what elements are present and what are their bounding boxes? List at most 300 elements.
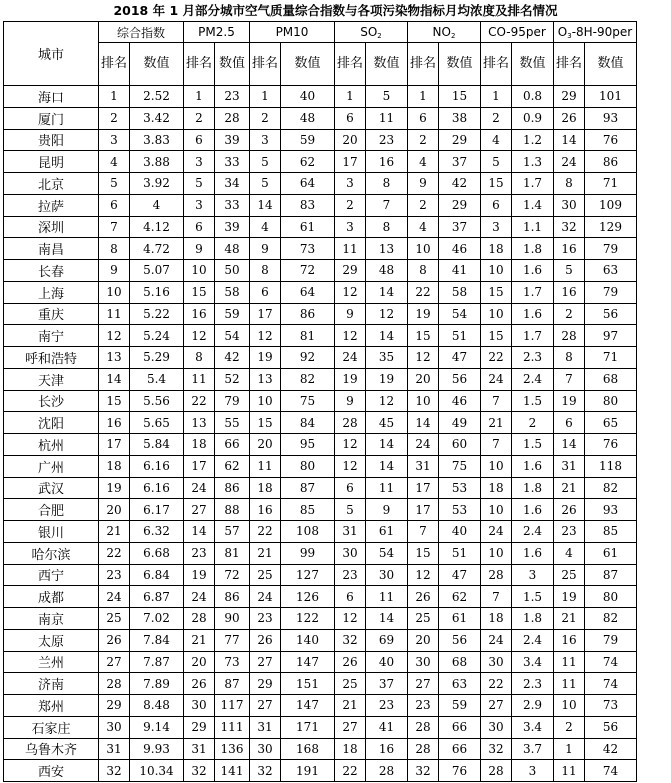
value-cell: 50: [215, 260, 250, 282]
value-cell: 0.9: [512, 107, 554, 129]
rank-cell: 5: [250, 173, 281, 195]
rank-cell: 4: [408, 151, 439, 173]
rank-cell: 27: [335, 716, 366, 738]
header-city: 城市: [4, 22, 99, 86]
city-cell: 重庆: [4, 303, 99, 325]
rank-cell: 20: [335, 129, 366, 151]
value-cell: 34: [215, 173, 250, 195]
rank-cell: 1: [250, 86, 281, 108]
rank-cell: 30: [408, 651, 439, 673]
rank-cell: 18: [250, 477, 281, 499]
subheader-value: 数值: [439, 43, 481, 86]
city-cell: 兰州: [4, 651, 99, 673]
value-cell: 82: [585, 477, 637, 499]
rank-cell: 10: [481, 260, 512, 282]
rank-cell: 15: [481, 325, 512, 347]
rank-cell: 13: [99, 347, 130, 369]
value-cell: 40: [439, 521, 481, 543]
value-cell: 79: [585, 281, 637, 303]
rank-cell: 8: [99, 238, 130, 260]
value-cell: 1.7: [512, 173, 554, 195]
value-cell: 1.6: [512, 542, 554, 564]
rank-cell: 29: [250, 673, 281, 695]
rank-cell: 25: [250, 564, 281, 586]
value-cell: 5.29: [130, 347, 184, 369]
value-cell: 59: [439, 695, 481, 717]
rank-cell: 13: [250, 368, 281, 390]
value-cell: 28: [366, 760, 408, 782]
value-cell: 14: [366, 608, 408, 630]
table-row: [4, 281, 637, 303]
value-cell: 51: [439, 542, 481, 564]
rank-cell: 32: [408, 760, 439, 782]
rank-cell: 11: [554, 673, 585, 695]
rank-cell: 4: [99, 151, 130, 173]
value-cell: 3.4: [512, 716, 554, 738]
rank-cell: 28: [481, 760, 512, 782]
city-cell: 太原: [4, 629, 99, 651]
rank-cell: 15: [408, 325, 439, 347]
value-cell: 48: [366, 260, 408, 282]
value-cell: 1.6: [512, 303, 554, 325]
value-cell: 3: [512, 564, 554, 586]
rank-cell: 27: [250, 695, 281, 717]
rank-cell: 18: [335, 738, 366, 760]
header-group-pm10: PM10: [250, 22, 335, 43]
city-cell: 长春: [4, 260, 99, 282]
value-cell: 4.12: [130, 216, 184, 238]
value-cell: 56: [439, 368, 481, 390]
value-cell: 47: [439, 347, 481, 369]
rank-cell: 15: [250, 412, 281, 434]
rank-cell: 18: [184, 434, 215, 456]
rank-cell: 30: [335, 542, 366, 564]
city-cell: 沈阳: [4, 412, 99, 434]
value-cell: 73: [585, 695, 637, 717]
value-cell: 151: [281, 673, 335, 695]
table-row: [4, 238, 637, 260]
rank-cell: 12: [335, 455, 366, 477]
rank-cell: 4: [408, 216, 439, 238]
rank-cell: 15: [184, 281, 215, 303]
table-row: [4, 347, 637, 369]
rank-cell: 3: [184, 194, 215, 216]
value-cell: 1.3: [512, 151, 554, 173]
city-cell: 广州: [4, 455, 99, 477]
value-cell: 14: [366, 434, 408, 456]
rank-cell: 24: [250, 586, 281, 608]
rank-cell: 16: [554, 238, 585, 260]
rank-cell: 31: [408, 455, 439, 477]
rank-cell: 9: [335, 390, 366, 412]
value-cell: 48: [281, 107, 335, 129]
rank-cell: 7: [481, 390, 512, 412]
rank-cell: 32: [554, 216, 585, 238]
rank-cell: 10: [408, 238, 439, 260]
value-cell: 23: [366, 695, 408, 717]
rank-cell: 26: [184, 673, 215, 695]
rank-cell: 31: [99, 738, 130, 760]
rank-cell: 18: [481, 477, 512, 499]
value-cell: 64: [281, 281, 335, 303]
value-cell: 76: [585, 129, 637, 151]
rank-cell: 6: [481, 194, 512, 216]
value-cell: 6.17: [130, 499, 184, 521]
value-cell: 85: [585, 521, 637, 543]
value-cell: 1.6: [512, 260, 554, 282]
value-cell: 12: [366, 303, 408, 325]
rank-cell: 21: [481, 412, 512, 434]
rank-cell: 30: [99, 716, 130, 738]
value-cell: 5.4: [130, 368, 184, 390]
value-cell: 8.48: [130, 695, 184, 717]
value-cell: 7: [366, 194, 408, 216]
rank-cell: 30: [481, 716, 512, 738]
table-row: [4, 412, 637, 434]
value-cell: 5.22: [130, 303, 184, 325]
city-cell: 贵阳: [4, 129, 99, 151]
rank-cell: 19: [554, 586, 585, 608]
rank-cell: 10: [99, 281, 130, 303]
value-cell: 41: [439, 260, 481, 282]
rank-cell: 2: [335, 194, 366, 216]
value-cell: 87: [585, 564, 637, 586]
rank-cell: 23: [335, 564, 366, 586]
value-cell: 65: [585, 412, 637, 434]
value-cell: 14: [366, 281, 408, 303]
rank-cell: 7: [554, 368, 585, 390]
value-cell: 84: [281, 412, 335, 434]
value-cell: 147: [281, 695, 335, 717]
rank-cell: 10: [554, 695, 585, 717]
value-cell: 66: [215, 434, 250, 456]
rank-cell: 1: [554, 738, 585, 760]
value-cell: 76: [585, 434, 637, 456]
value-cell: 108: [281, 521, 335, 543]
value-cell: 86: [215, 586, 250, 608]
rank-cell: 27: [184, 499, 215, 521]
value-cell: 14: [366, 455, 408, 477]
value-cell: 74: [585, 673, 637, 695]
value-cell: 8: [366, 216, 408, 238]
rank-cell: 12: [335, 325, 366, 347]
value-cell: 5: [366, 86, 408, 108]
value-cell: 2.4: [512, 368, 554, 390]
rank-cell: 12: [250, 325, 281, 347]
rank-cell: 21: [184, 629, 215, 651]
rank-cell: 2: [408, 194, 439, 216]
value-cell: 1.5: [512, 390, 554, 412]
value-cell: 46: [439, 238, 481, 260]
rank-cell: 12: [99, 325, 130, 347]
table-title: 2018 年 1 月部分城市空气质量综合指数与各项污染物指标月均浓度及排名情况: [113, 3, 558, 18]
rank-cell: 5: [335, 499, 366, 521]
value-cell: 5.07: [130, 260, 184, 282]
rank-cell: 17: [184, 455, 215, 477]
city-cell: 银川: [4, 521, 99, 543]
value-cell: 37: [366, 673, 408, 695]
value-cell: 54: [366, 542, 408, 564]
rank-cell: 24: [481, 368, 512, 390]
value-cell: 3.88: [130, 151, 184, 173]
value-cell: 19: [366, 368, 408, 390]
value-cell: 85: [281, 499, 335, 521]
rank-cell: 24: [554, 151, 585, 173]
header-group-co: CO-95per: [481, 22, 554, 43]
value-cell: 72: [281, 260, 335, 282]
city-cell: 西宁: [4, 564, 99, 586]
value-cell: 11: [366, 107, 408, 129]
rank-cell: 2: [99, 107, 130, 129]
rank-cell: 30: [184, 695, 215, 717]
rank-cell: 29: [99, 695, 130, 717]
value-cell: 14: [366, 325, 408, 347]
value-cell: 7.02: [130, 608, 184, 630]
value-cell: 6.87: [130, 586, 184, 608]
rank-cell: 21: [99, 521, 130, 543]
value-cell: 1.8: [512, 238, 554, 260]
value-cell: 140: [281, 629, 335, 651]
rank-cell: 21: [335, 695, 366, 717]
value-cell: 79: [215, 390, 250, 412]
rank-cell: 1: [335, 86, 366, 108]
rank-cell: 6: [99, 194, 130, 216]
value-cell: 80: [585, 390, 637, 412]
rank-cell: 25: [335, 673, 366, 695]
value-cell: 6.16: [130, 455, 184, 477]
rank-cell: 26: [99, 629, 130, 651]
rank-cell: 19: [250, 347, 281, 369]
value-cell: 15: [439, 86, 481, 108]
value-cell: 58: [439, 281, 481, 303]
rank-cell: 24: [481, 521, 512, 543]
rank-cell: 24: [408, 434, 439, 456]
table-row: [4, 303, 637, 325]
rank-cell: 32: [481, 738, 512, 760]
value-cell: 16: [366, 738, 408, 760]
rank-cell: 21: [250, 542, 281, 564]
subheader-rank: 排名: [184, 43, 215, 86]
rank-cell: 2: [250, 107, 281, 129]
value-cell: 8: [366, 173, 408, 195]
table-row: [4, 368, 637, 390]
rank-cell: 5: [184, 173, 215, 195]
rank-cell: 13: [184, 412, 215, 434]
rank-cell: 22: [481, 347, 512, 369]
rank-cell: 1: [184, 86, 215, 108]
rank-cell: 17: [335, 151, 366, 173]
rank-cell: 14: [99, 368, 130, 390]
value-cell: 88: [215, 499, 250, 521]
rank-cell: 31: [335, 521, 366, 543]
value-cell: 66: [439, 738, 481, 760]
rank-cell: 10: [481, 455, 512, 477]
rank-cell: 31: [250, 716, 281, 738]
value-cell: 4.72: [130, 238, 184, 260]
value-cell: 80: [281, 455, 335, 477]
value-cell: 0.8: [512, 86, 554, 108]
rank-cell: 30: [250, 738, 281, 760]
value-cell: 62: [281, 151, 335, 173]
rank-cell: 7: [481, 434, 512, 456]
rank-cell: 16: [184, 303, 215, 325]
rank-cell: 23: [554, 521, 585, 543]
rank-cell: 25: [554, 564, 585, 586]
value-cell: 2.3: [512, 347, 554, 369]
city-cell: 北京: [4, 173, 99, 195]
value-cell: 35: [366, 347, 408, 369]
value-cell: 2: [512, 412, 554, 434]
rank-cell: 27: [408, 673, 439, 695]
table-row: [4, 434, 637, 456]
value-cell: 9.14: [130, 716, 184, 738]
subheader-rank: 排名: [554, 43, 585, 86]
rank-cell: 5: [554, 260, 585, 282]
rank-cell: 11: [184, 368, 215, 390]
value-cell: 53: [439, 477, 481, 499]
value-cell: 82: [281, 368, 335, 390]
rank-cell: 1: [408, 86, 439, 108]
rank-cell: 2: [481, 107, 512, 129]
table-row: [4, 173, 637, 195]
rank-cell: 32: [184, 760, 215, 782]
rank-cell: 19: [184, 564, 215, 586]
subheader-rank: 排名: [335, 43, 366, 86]
value-cell: 11: [366, 586, 408, 608]
city-cell: 哈尔滨: [4, 542, 99, 564]
value-cell: 37: [439, 216, 481, 238]
value-cell: 64: [281, 173, 335, 195]
rank-cell: 10: [481, 499, 512, 521]
value-cell: 86: [281, 303, 335, 325]
rank-cell: 4: [481, 129, 512, 151]
value-cell: 49: [439, 412, 481, 434]
rank-cell: 10: [481, 542, 512, 564]
rank-cell: 20: [184, 651, 215, 673]
rank-cell: 28: [408, 716, 439, 738]
value-cell: 87: [215, 673, 250, 695]
rank-cell: 16: [554, 629, 585, 651]
table-row: [4, 499, 637, 521]
value-cell: 61: [439, 608, 481, 630]
value-cell: 4: [130, 194, 184, 216]
city-cell: 南宁: [4, 325, 99, 347]
city-cell: 拉萨: [4, 194, 99, 216]
value-cell: 39: [215, 129, 250, 151]
table-row: [4, 673, 637, 695]
value-cell: 40: [366, 651, 408, 673]
value-cell: 9: [366, 499, 408, 521]
rank-cell: 12: [184, 325, 215, 347]
rank-cell: 28: [99, 673, 130, 695]
table-row: [4, 629, 637, 651]
table-row: [4, 738, 637, 760]
rank-cell: 10: [184, 260, 215, 282]
value-cell: 2.4: [512, 521, 554, 543]
city-cell: 天津: [4, 368, 99, 390]
value-cell: 136: [215, 738, 250, 760]
rank-cell: 10: [250, 390, 281, 412]
value-cell: 81: [215, 542, 250, 564]
table-row: [4, 477, 637, 499]
value-cell: 59: [215, 303, 250, 325]
value-cell: 1.5: [512, 586, 554, 608]
city-cell: 上海: [4, 281, 99, 303]
rank-cell: 22: [99, 542, 130, 564]
value-cell: 12: [366, 390, 408, 412]
table-row: [4, 564, 637, 586]
city-cell: 厦门: [4, 107, 99, 129]
value-cell: 76: [439, 760, 481, 782]
value-cell: 117: [215, 695, 250, 717]
value-cell: 3.83: [130, 129, 184, 151]
rank-cell: 17: [250, 303, 281, 325]
value-cell: 7.84: [130, 629, 184, 651]
value-cell: 16: [366, 151, 408, 173]
rank-cell: 28: [184, 608, 215, 630]
rank-cell: 8: [184, 347, 215, 369]
rank-cell: 7: [481, 586, 512, 608]
value-cell: 122: [281, 608, 335, 630]
rank-cell: 4: [554, 542, 585, 564]
subheader-value: 数值: [366, 43, 408, 86]
rank-cell: 8: [554, 173, 585, 195]
value-cell: 58: [215, 281, 250, 303]
rank-cell: 15: [99, 390, 130, 412]
value-cell: 1.7: [512, 281, 554, 303]
value-cell: 52: [215, 368, 250, 390]
table-row: [4, 129, 637, 151]
rank-cell: 14: [554, 129, 585, 151]
rank-cell: 3: [99, 129, 130, 151]
header-row-subcolumns: [4, 43, 637, 86]
city-cell: 石家庄: [4, 716, 99, 738]
value-cell: 39: [215, 216, 250, 238]
rank-cell: 27: [250, 651, 281, 673]
rank-cell: 9: [184, 238, 215, 260]
value-cell: 33: [215, 151, 250, 173]
value-cell: 60: [439, 434, 481, 456]
rank-cell: 28: [554, 325, 585, 347]
rank-cell: 23: [99, 564, 130, 586]
city-cell: 武汉: [4, 477, 99, 499]
value-cell: 126: [281, 586, 335, 608]
rank-cell: 18: [99, 455, 130, 477]
subheader-value: 数值: [215, 43, 250, 86]
value-cell: 7.89: [130, 673, 184, 695]
value-cell: 71: [585, 347, 637, 369]
value-cell: 68: [585, 368, 637, 390]
value-cell: 23: [215, 86, 250, 108]
value-cell: 29: [439, 194, 481, 216]
value-cell: 79: [585, 238, 637, 260]
value-cell: 1.6: [512, 499, 554, 521]
value-cell: 10.34: [130, 760, 184, 782]
value-cell: 2.52: [130, 86, 184, 108]
rank-cell: 2: [554, 303, 585, 325]
value-cell: 62: [439, 586, 481, 608]
value-cell: 30: [366, 564, 408, 586]
rank-cell: 24: [99, 586, 130, 608]
value-cell: 118: [585, 455, 637, 477]
rank-cell: 5: [481, 151, 512, 173]
value-cell: 51: [439, 325, 481, 347]
value-cell: 1.7: [512, 325, 554, 347]
rank-cell: 12: [408, 347, 439, 369]
subheader-value: 数值: [512, 43, 554, 86]
table-row: [4, 695, 637, 717]
value-cell: 127: [281, 564, 335, 586]
